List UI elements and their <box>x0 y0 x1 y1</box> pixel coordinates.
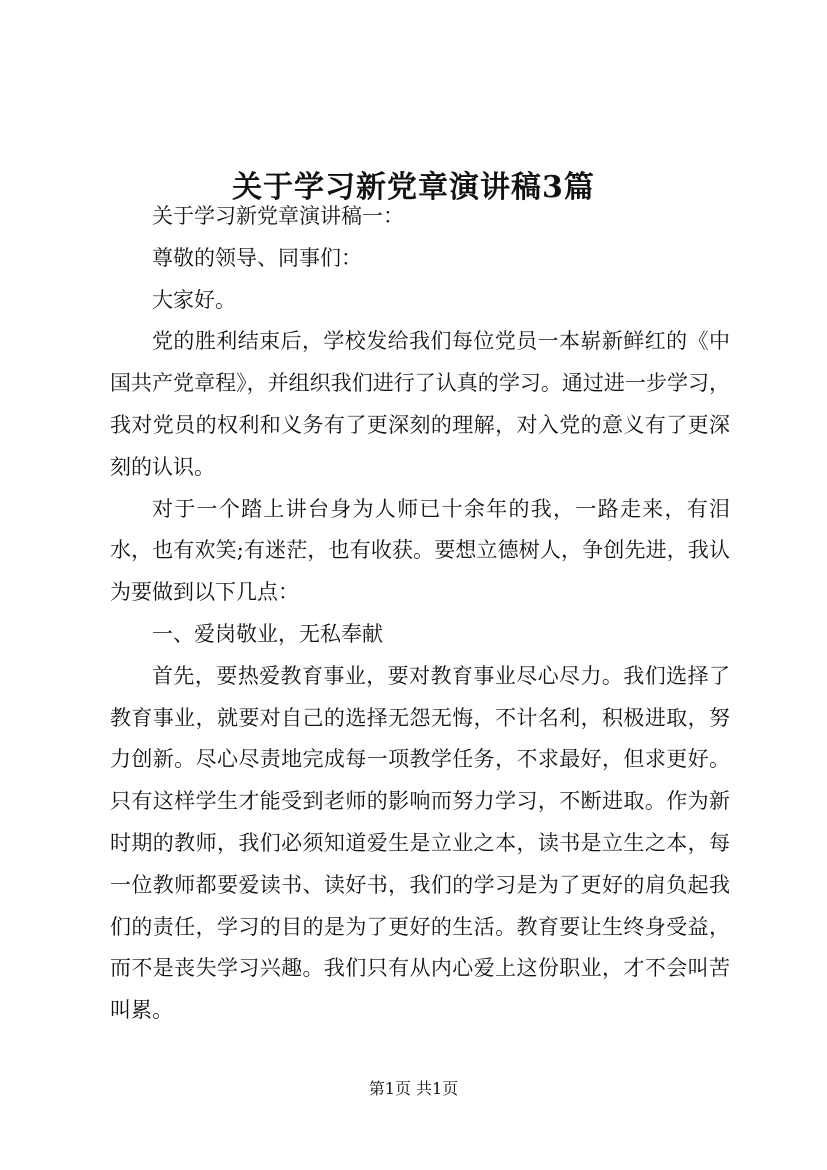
paragraph-introduction: 党的胜利结束后，学校发给我们每位党员一本崭新鲜红的《中国共产党章程》，并组织我们进行了认真的学习。通过进一步学习，我对党员的权利和义务有了更深刻的理解，对入党的意义有了更深刻的认识。 <box>110 329 730 479</box>
paragraph-greeting-audience: 尊敬的领导、同事们： <box>152 245 362 270</box>
paragraph-section-content: 首先，要热爱教育事业，要对教育事业尽心尽力。我们选择了教育事业，就要对自己的选择无怨无悔，不计名利，积极进取，努力创新。尽心尽责地完成每一项教学任务，不求最好，但求更好。只有这样学生才能受到老师的影响而努力学习，不断进取。作为新时期的教师，我们必须知道爱生是立业之本，读书是立生之本，每一位教师都要爱读书、读好书，我们的学习是为了更好的肩负起我们的责任，学习的目的是为了更好的生活。教育要让生终身受益，而不是丧失学习兴趣。我们只有从内心爱上这份职业，才不会叫苦叫累。 <box>110 663 730 1023</box>
page-footer: 第1页 共1页 <box>368 1079 459 1098</box>
section-heading: 一、爱岗敬业，无私奉献 <box>152 621 383 646</box>
paragraph-reflection: 对于一个踏上讲台身为人师已十余年的我，一路走来，有泪水，也有欢笑;有迷茫，也有收获。要想立德树人，争创先进，我认为要做到以下几点： <box>110 496 730 605</box>
document-title: 关于学习新党章演讲稿3篇 <box>232 170 595 206</box>
paragraph-greeting: 大家好。 <box>152 287 236 312</box>
paragraph-salutation-heading: 关于学习新党章演讲稿一： <box>152 204 404 228</box>
document-body <box>110 196 730 1032</box>
